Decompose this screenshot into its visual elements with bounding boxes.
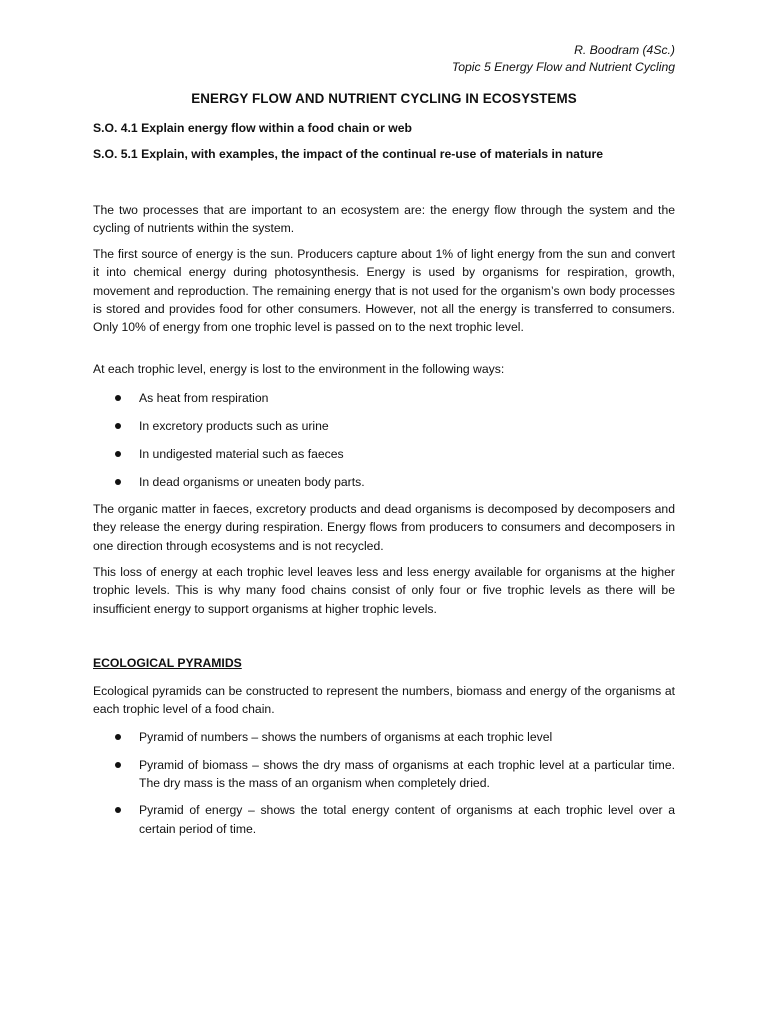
intro-paragraph: The two processes that are important to an ecosystem are: the energy flow through the system and the cycling of nutrients within the system. — [93, 203, 675, 236]
author-line: R. Boodram (4Sc.) — [574, 43, 675, 57]
objective-5-1: S.O. 5.1 Explain, with examples, the impact of the continual re-use of materials in nature — [93, 147, 603, 161]
list-item: In dead organisms or uneaten body parts. — [93, 473, 675, 491]
bullet-icon — [115, 762, 121, 768]
energy-loss-intro: At each trophic level, energy is lost to the environment in the following ways: — [93, 362, 505, 376]
list-item: Pyramid of numbers – shows the numbers of organisms at each trophic level — [93, 728, 675, 746]
list-item: In undigested material such as faeces — [93, 445, 675, 463]
bullet-icon — [115, 807, 121, 813]
page-header — [452, 42, 675, 76]
decomposers-paragraph: The organic matter in faeces, excretory products and dead organisms is decomposed by decomposers and they release the energy during respiration. Energy flows from producers to consumers and decomposers in one direction through ecosystems and is not recycled. — [93, 502, 675, 553]
list-item: As heat from respiration — [93, 389, 675, 407]
document-title: ENERGY FLOW AND NUTRIENT CYCLING IN ECOSYSTEMS — [191, 91, 577, 106]
document-page — [93, 0, 675, 1024]
bullet-icon — [115, 395, 121, 401]
section-heading: ECOLOGICAL PYRAMIDS — [93, 656, 242, 670]
pyramid-types-list — [93, 728, 675, 838]
list-item: In excretory products such as urine — [93, 417, 675, 435]
list-item: Pyramid of energy – shows the total energy content of organisms at each trophic level over a certain period of time. — [93, 801, 675, 838]
objective-4-1: S.O. 4.1 Explain energy flow within a food chain or web — [93, 121, 412, 135]
bullet-icon — [115, 479, 121, 485]
energy-loss-effect-paragraph: This loss of energy at each trophic level leaves less and less energy available for organisms at the higher trophic levels. This is why many food chains consist of only four or five trophic levels as there will be insufficient energy to support organisms at higher trophic levels. — [93, 565, 675, 616]
bullet-icon — [115, 451, 121, 457]
bullet-icon — [115, 423, 121, 429]
list-item: Pyramid of biomass – shows the dry mass of organisms at each trophic level at a particular time. The dry mass is the mass of an organism when completely dried. — [93, 756, 675, 793]
energy-loss-list — [93, 389, 675, 491]
topic-line: Topic 5 Energy Flow and Nutrient Cycling — [451, 60, 675, 74]
bullet-icon — [115, 734, 121, 740]
pyramids-intro-paragraph: Ecological pyramids can be constructed to represent the numbers, biomass and energy of the organisms at each trophic level of a food chain. — [93, 684, 675, 717]
sun-energy-paragraph: The first source of energy is the sun. Producers capture about 1% of light energy from the sun and convert it into chemical energy during photosynthesis. Energy is used by organisms for respiration, growth, movement and reproduction. The remaining energy that is not used for the organism’s own body processes is stored and provides food for other consumers. However, not all the energy is transferred to consumers. Only 10% of energy from one trophic level is passed on to the next trophic level. — [93, 247, 675, 335]
